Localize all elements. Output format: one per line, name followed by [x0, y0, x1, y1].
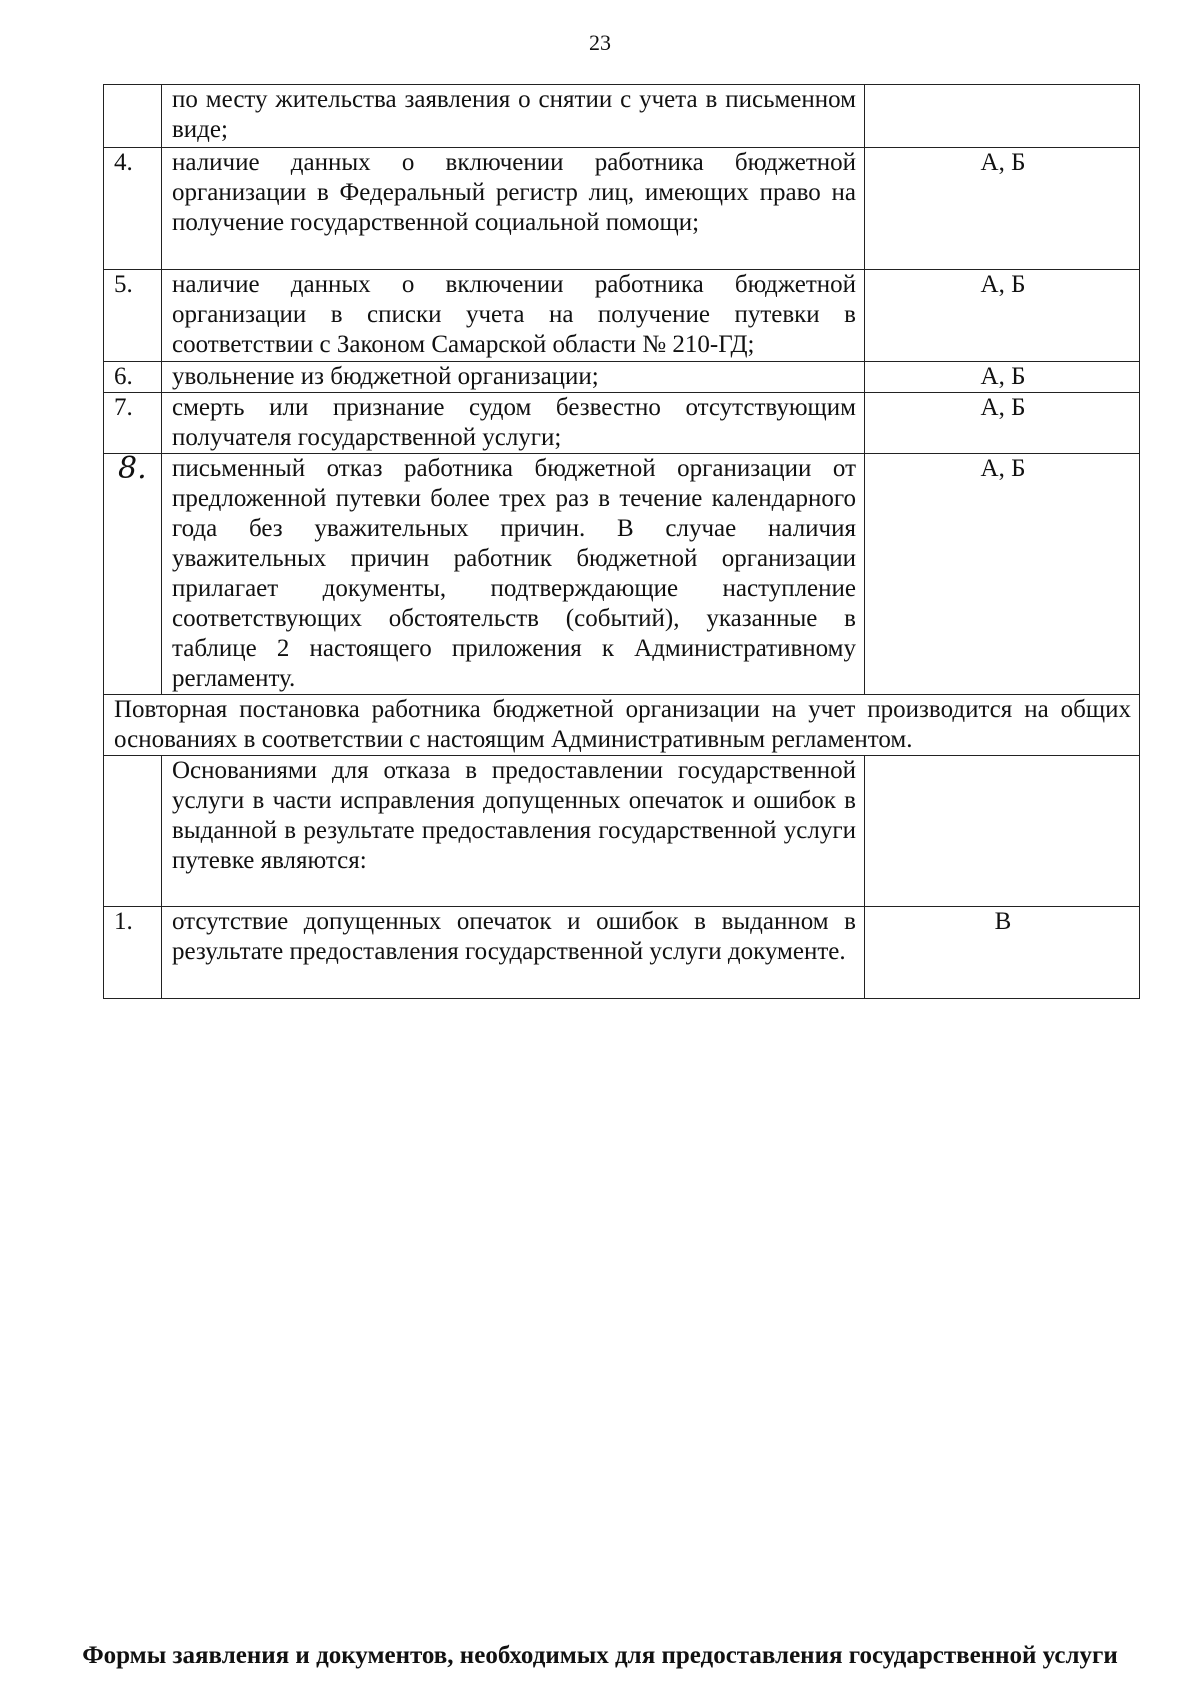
row-number — [104, 756, 162, 907]
row-text: по месту жительства заявления о снятии с учета в письменном виде; — [162, 85, 865, 148]
table-row — [104, 270, 1140, 362]
table-row — [104, 362, 1140, 393]
row-code — [865, 756, 1140, 907]
table-row — [104, 393, 1140, 454]
row-code: А, Б — [865, 362, 1140, 393]
table-row — [104, 148, 1140, 270]
page-number: 23 — [589, 30, 611, 55]
row-number: 7. — [104, 393, 162, 454]
row-code: А, Б — [865, 393, 1140, 454]
table-row — [104, 85, 1140, 148]
row-text: наличие данных о включении работника бюджетной организации в Федеральный регистр лиц, имеющих право на получение государственной социальной помощи; — [162, 148, 865, 270]
row-number — [104, 85, 162, 148]
section-heading: Формы заявления и документов, необходимых для предоставления государственной услуги — [82, 1642, 1118, 1669]
table-row-full-width — [104, 695, 1140, 756]
row-text: смерть или признание судом безвестно отсутствующим получателя государственной услуги; — [162, 393, 865, 454]
row-number-handwritten — [104, 451, 162, 695]
full-width-note: Повторная постановка работника бюджетной организации на учет производится на общих основаниях в соответствии с настоящим Административным регламентом. — [104, 695, 1140, 756]
row-text: письменный отказ работника бюджетной организации от предложенной путевки более трех раз в течение календарного года без уважительных причин. В случае наличия уважительных причин работник бюджетной организации прилагает документы, подтверждающие наступление соответствующих обстоятельств (событий), указанные в таблице 2 настоящего приложения к Административному регламенту. — [162, 454, 865, 695]
row-code: А, Б — [865, 270, 1140, 362]
row-number: 4. — [104, 148, 162, 270]
table-row — [104, 454, 1140, 695]
row-text: Основаниями для отказа в предоставлении государственной услуги в части исправления допущенных опечаток и ошибок в выданной в результате предоставления государственной услуги путевке являются: — [162, 756, 865, 907]
document-table — [103, 84, 1140, 999]
table-row — [104, 756, 1140, 907]
row-code: А, Б — [865, 148, 1140, 270]
row-text: увольнение из бюджетной организации; — [162, 362, 865, 393]
row-code — [865, 85, 1140, 148]
row-number: 6. — [104, 362, 162, 393]
row-number: 1. — [104, 907, 162, 999]
handwritten-number: 8. — [118, 451, 147, 486]
row-number: 5. — [104, 270, 162, 362]
row-code: А, Б — [865, 454, 1140, 695]
row-text: наличие данных о включении работника бюджетной организации в списки учета на получение путевки в соответствии с Законом Самарской области № 210-ГД; — [162, 270, 865, 362]
row-text: отсутствие допущенных опечаток и ошибок в выданном в результате предоставления государственной услуги документе. — [162, 907, 865, 999]
table-row — [104, 907, 1140, 999]
row-code: В — [865, 907, 1140, 999]
